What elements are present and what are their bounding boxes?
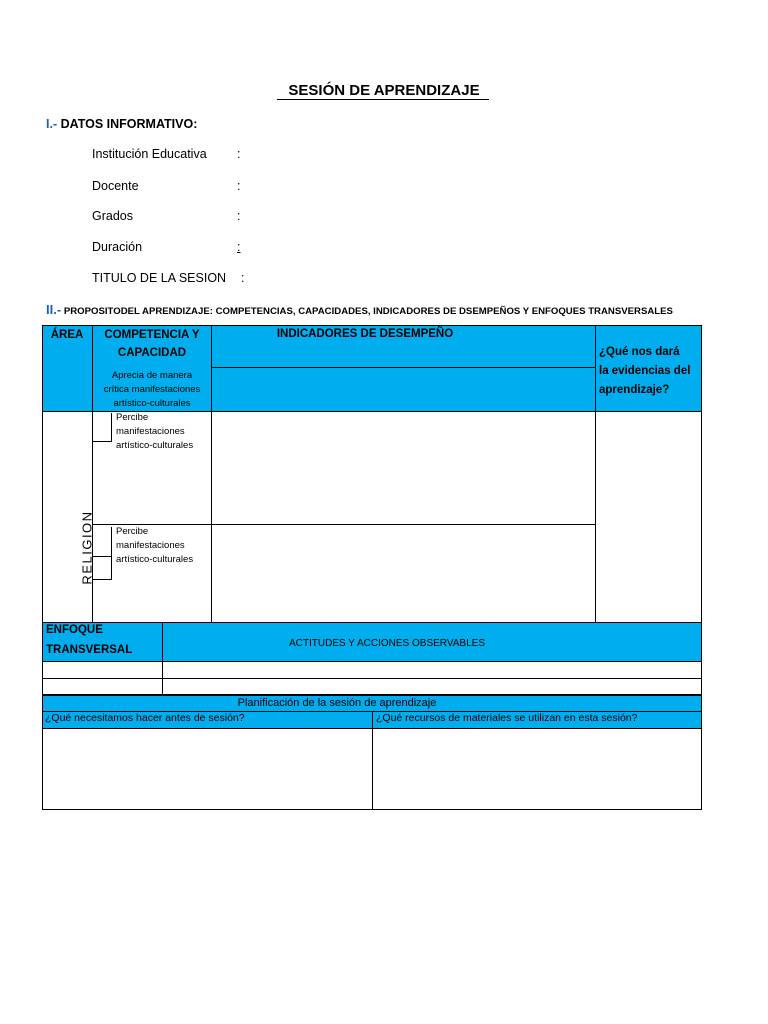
enfoque-row-line-2 (42, 678, 702, 679)
area-name: RELIGION (79, 510, 95, 585)
field-label-duracion: Duración (92, 240, 143, 254)
header-evidencias-3: aprendizaje? (599, 384, 670, 396)
field-label-grados: Grados (92, 209, 133, 223)
section2-label: PROPOSITODEL APRENDIZAJE: COMPETENCIAS, CAPACIDADES, INDICADORES DE DSEMPEÑOS Y ENFOQUES TRANSVERSALES (61, 306, 673, 317)
capacidad-2-line-2: manifestaciones (116, 540, 185, 551)
header-area: ÁREA (50, 329, 84, 341)
planificacion-right-header: ¿Qué recursos de materiales se utilizan en esta sesión? (376, 712, 638, 724)
enfoque-row-line-1 (42, 661, 702, 662)
section1-label: DATOS INFORMATIVO: (57, 117, 198, 131)
actitudes-header: ACTITUDES Y ACCIONES OBSERVABLES (289, 638, 485, 649)
field-colon-institucion: : (237, 147, 241, 161)
capacidad-1-line-3: artístico-culturales (116, 440, 194, 451)
cap1-mark-line (92, 441, 112, 442)
section2-number: II.- (46, 302, 62, 317)
enfoque-col-divider (162, 623, 163, 695)
header-evidencias-2: la evidencias del (599, 365, 691, 377)
section1-number: I.- (46, 117, 58, 131)
field-colon-docente: : (237, 179, 241, 193)
planificacion-title: Planificación de la sesión de aprendizaje (237, 697, 437, 709)
header-evidencias-1: ¿Qué nos dará (599, 346, 680, 358)
page-title: SESIÓN DE APRENDIZAJE (288, 82, 480, 99)
cap2-mark-line (92, 556, 112, 557)
cap2-mark-line-2 (92, 579, 112, 580)
col-divider-2 (211, 325, 212, 623)
title-underline (277, 99, 489, 100)
capacidad-1-line-2: manifestaciones (116, 426, 185, 437)
planificacion-left-header: ¿Qué necesitamos hacer antes de sesión? (45, 712, 245, 724)
section-datos-informativo (46, 117, 197, 131)
col-divider-3 (595, 325, 596, 623)
enfoque-label-1: ENFOQUE (46, 624, 103, 636)
row-divider (92, 524, 595, 525)
capacidad-1-line-1: Percibe (116, 412, 149, 423)
field-label-institucion: Institución Educativa (92, 147, 207, 161)
competencia-line-3: artístico-culturales (113, 398, 191, 409)
cap2-mark-vline (111, 527, 112, 579)
field-label-docente: Docente (92, 179, 139, 193)
enfoque-table (42, 623, 702, 695)
field-colon-grados: : (237, 209, 241, 223)
header-competencia-2: CAPACIDAD (117, 347, 187, 359)
cap1-mark-vline (111, 413, 112, 441)
field-label-titulo: TITULO DE LA SESION (92, 271, 227, 285)
field-colon-duracion: : (237, 240, 241, 254)
header-divider (212, 367, 595, 368)
capacidad-2-line-3: artístico-culturales (116, 554, 194, 565)
enfoque-label-2: TRANSVERSAL (46, 644, 133, 656)
competencia-line-1: Aprecia de manera (111, 370, 193, 381)
competencia-line-2: crítica manifestaciones (103, 384, 201, 395)
header-competencia-1: COMPETENCIA Y (104, 329, 200, 341)
field-colon-titulo: : (241, 271, 245, 285)
capacidad-2-line-1: Percibe (116, 526, 149, 537)
section-proposito (46, 302, 673, 317)
header-indicadores: INDICADORES DE DESEMPEÑO (276, 328, 454, 340)
planificacion-col-divider (372, 711, 373, 810)
